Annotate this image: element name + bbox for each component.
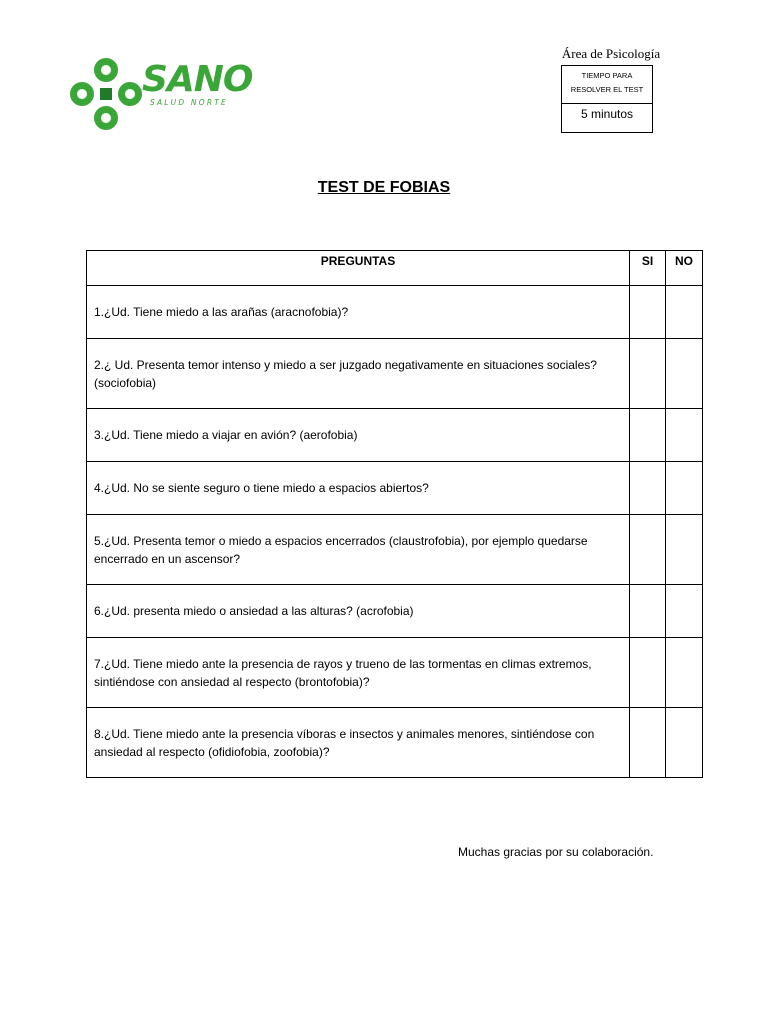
- table-row: [87, 339, 703, 409]
- time-box: [561, 65, 653, 133]
- table-row: [87, 638, 703, 708]
- area-label: Área de Psicología: [561, 46, 661, 61]
- header-no: NO: [666, 251, 703, 286]
- header-preguntas: PREGUNTAS: [87, 251, 630, 286]
- answer-si-cell[interactable]: [630, 585, 666, 638]
- table-row: [87, 286, 703, 339]
- question-text: 7.¿Ud. Tiene miedo ante la presencia de rayos y trueno de las tormentas en climas extremos, sintiéndose con ansiedad al respecto (brontofobia)?: [87, 638, 630, 708]
- logo-tagline: SALUD NORTE: [150, 98, 228, 107]
- answer-no-cell[interactable]: [666, 339, 703, 409]
- sano-logo: [70, 56, 253, 132]
- question-text: 5.¿Ud. Presenta temor o miedo a espacios encerrados (claustrofobia), por ejemplo quedarse encerrado en un ascensor?: [87, 515, 630, 585]
- answer-no-cell[interactable]: [666, 462, 703, 515]
- answer-si-cell[interactable]: [630, 339, 666, 409]
- table-row: [87, 708, 703, 778]
- answer-si-cell[interactable]: [630, 515, 666, 585]
- answer-si-cell[interactable]: [630, 708, 666, 778]
- answer-si-cell[interactable]: [630, 409, 666, 462]
- questions-table: [86, 250, 703, 778]
- table-row: [87, 462, 703, 515]
- sano-cross-icon: [70, 56, 142, 132]
- question-text: 1.¿Ud. Tiene miedo a las arañas (aracnofobia)?: [87, 286, 630, 339]
- answer-si-cell[interactable]: [630, 462, 666, 515]
- answer-no-cell[interactable]: [666, 409, 703, 462]
- question-text: 8.¿Ud. Tiene miedo ante la presencia víboras e insectos y animales menores, sintiéndose con ansiedad al respecto (ofidiofobia, zoofobia)?: [87, 708, 630, 778]
- time-label: TIEMPO PARA RESOLVER EL TEST: [562, 66, 652, 104]
- time-value: 5 minutos: [580, 107, 634, 121]
- answer-si-cell[interactable]: [630, 638, 666, 708]
- table-row: [87, 409, 703, 462]
- answer-no-cell[interactable]: [666, 585, 703, 638]
- answer-si-cell[interactable]: [630, 286, 666, 339]
- page-title: TEST DE FOBIAS: [317, 179, 451, 196]
- table-header-row: [87, 251, 703, 286]
- question-text: 6.¿Ud. presenta miedo o ansiedad a las alturas? (acrofobia): [87, 585, 630, 638]
- header-si: SI: [630, 251, 666, 286]
- table-row: [87, 585, 703, 638]
- question-text: 2.¿ Ud. Presenta temor intenso y miedo a ser juzgado negativamente en situaciones sociales? (sociofobia): [87, 339, 630, 409]
- question-text: 4.¿Ud. No se siente seguro o tiene miedo a espacios abiertos?: [87, 462, 630, 515]
- table-row: [87, 515, 703, 585]
- answer-no-cell[interactable]: [666, 708, 703, 778]
- question-text: 3.¿Ud. Tiene miedo a viajar en avión? (aerofobia): [87, 409, 630, 462]
- answer-no-cell[interactable]: [666, 515, 703, 585]
- answer-no-cell[interactable]: [666, 638, 703, 708]
- thanks-note: Muchas gracias por su colaboración.: [458, 845, 654, 859]
- answer-no-cell[interactable]: [666, 286, 703, 339]
- logo-brand: SANO: [142, 59, 253, 100]
